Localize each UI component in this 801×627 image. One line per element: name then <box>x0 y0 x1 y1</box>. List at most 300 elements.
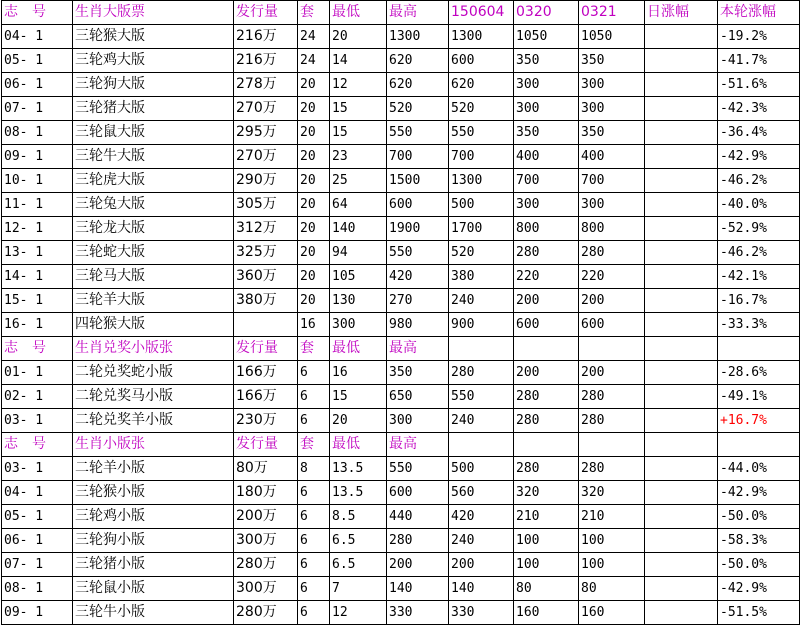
cell-low-price: 15 <box>330 97 387 121</box>
cell-price-0320: 350 <box>514 121 579 145</box>
cell-set-count: 20 <box>298 193 330 217</box>
cell-price-150604: 240 <box>449 409 514 433</box>
cell-price-0320: 200 <box>514 361 579 385</box>
cell-stamp-name: 三轮鼠小版 <box>73 577 234 601</box>
cell-issue-number: 11- 1 <box>2 193 73 217</box>
cell-price-150604: 520 <box>449 97 514 121</box>
cell-low-price: 15 <box>330 385 387 409</box>
cell-set-count: 24 <box>298 25 330 49</box>
cell-low-price: 6.5 <box>330 553 387 577</box>
header-high-price: 最高 <box>387 1 449 25</box>
header-issue-number: 志 号 <box>2 433 73 457</box>
cell-circulation: 166万 <box>234 385 298 409</box>
cell-circulation: 270万 <box>234 145 298 169</box>
cell-circulation: 312万 <box>234 217 298 241</box>
cell-low-price: 16 <box>330 361 387 385</box>
cell-price-0321: 80 <box>579 577 645 601</box>
cell-price-0320: 700 <box>514 169 579 193</box>
cell-stamp-name: 三轮虎大版 <box>73 169 234 193</box>
cell-set-count: 8 <box>298 457 330 481</box>
cell-issue-number: 10- 1 <box>2 169 73 193</box>
cell-price-0321: 320 <box>579 481 645 505</box>
cell-round-change: -51.5% <box>718 601 800 625</box>
cell-circulation: 280万 <box>234 601 298 625</box>
header-price-150604 <box>449 433 514 457</box>
table-row <box>2 145 800 169</box>
cell-daily-change <box>645 553 718 577</box>
cell-high-price: 270 <box>387 289 449 313</box>
cell-daily-change <box>645 361 718 385</box>
cell-circulation: 280万 <box>234 553 298 577</box>
cell-high-price: 700 <box>387 145 449 169</box>
header-high-price: 最高 <box>387 433 449 457</box>
cell-round-change: -36.4% <box>718 121 800 145</box>
cell-set-count: 6 <box>298 601 330 625</box>
cell-price-0320: 220 <box>514 265 579 289</box>
cell-round-change: -16.7% <box>718 289 800 313</box>
section-header-row <box>2 1 800 25</box>
cell-issue-number: 03- 1 <box>2 409 73 433</box>
cell-price-0321: 300 <box>579 97 645 121</box>
section-header-row <box>2 433 800 457</box>
table-row <box>2 457 800 481</box>
header-stamp-name: 生肖兑奖小版张 <box>73 337 234 361</box>
cell-round-change: +16.7% <box>718 409 800 433</box>
cell-high-price: 1300 <box>387 25 449 49</box>
cell-issue-number: 09- 1 <box>2 145 73 169</box>
header-price-0320 <box>514 337 579 361</box>
cell-circulation: 180万 <box>234 481 298 505</box>
cell-daily-change <box>645 409 718 433</box>
header-daily-change: 日涨幅 <box>645 1 718 25</box>
table-row <box>2 73 800 97</box>
cell-price-0320: 350 <box>514 49 579 73</box>
header-round-change <box>718 337 800 361</box>
cell-set-count: 24 <box>298 49 330 73</box>
cell-price-150604: 240 <box>449 289 514 313</box>
cell-issue-number: 08- 1 <box>2 577 73 601</box>
cell-price-0320: 280 <box>514 457 579 481</box>
cell-low-price: 13.5 <box>330 457 387 481</box>
cell-stamp-name: 二轮兑奖羊小版 <box>73 409 234 433</box>
cell-price-0320: 400 <box>514 145 579 169</box>
cell-set-count: 6 <box>298 505 330 529</box>
cell-price-150604: 200 <box>449 553 514 577</box>
cell-price-0320: 280 <box>514 409 579 433</box>
cell-issue-number: 02- 1 <box>2 385 73 409</box>
table-row <box>2 313 800 337</box>
cell-issue-number: 15- 1 <box>2 289 73 313</box>
cell-price-0320: 280 <box>514 385 579 409</box>
header-price-0321 <box>579 433 645 457</box>
cell-daily-change <box>645 529 718 553</box>
cell-price-0320: 100 <box>514 529 579 553</box>
cell-low-price: 20 <box>330 409 387 433</box>
cell-low-price: 12 <box>330 601 387 625</box>
cell-daily-change <box>645 481 718 505</box>
cell-low-price: 140 <box>330 217 387 241</box>
cell-price-0321: 100 <box>579 553 645 577</box>
header-stamp-name: 生肖小版张 <box>73 433 234 457</box>
cell-stamp-name: 三轮马大版 <box>73 265 234 289</box>
cell-low-price: 6.5 <box>330 529 387 553</box>
cell-circulation: 295万 <box>234 121 298 145</box>
cell-issue-number: 01- 1 <box>2 361 73 385</box>
cell-stamp-name: 三轮鸡小版 <box>73 505 234 529</box>
table-row <box>2 385 800 409</box>
cell-daily-change <box>645 25 718 49</box>
table-row <box>2 97 800 121</box>
cell-daily-change <box>645 289 718 313</box>
cell-high-price: 440 <box>387 505 449 529</box>
cell-round-change: -42.1% <box>718 265 800 289</box>
cell-round-change: -46.2% <box>718 169 800 193</box>
cell-set-count: 20 <box>298 241 330 265</box>
cell-price-150604: 550 <box>449 121 514 145</box>
cell-price-0321: 200 <box>579 361 645 385</box>
cell-circulation: 216万 <box>234 25 298 49</box>
cell-circulation: 290万 <box>234 169 298 193</box>
cell-low-price: 64 <box>330 193 387 217</box>
cell-circulation: 380万 <box>234 289 298 313</box>
cell-price-0321: 300 <box>579 73 645 97</box>
cell-price-0321: 100 <box>579 529 645 553</box>
table-row <box>2 601 800 625</box>
cell-price-0321: 350 <box>579 49 645 73</box>
header-daily-change <box>645 337 718 361</box>
table-row <box>2 409 800 433</box>
table-row <box>2 553 800 577</box>
cell-stamp-name: 三轮狗小版 <box>73 529 234 553</box>
cell-low-price: 25 <box>330 169 387 193</box>
cell-daily-change <box>645 145 718 169</box>
cell-issue-number: 16- 1 <box>2 313 73 337</box>
cell-stamp-name: 三轮猴大版 <box>73 25 234 49</box>
cell-price-0321: 280 <box>579 385 645 409</box>
cell-price-0321: 700 <box>579 169 645 193</box>
cell-circulation: 200万 <box>234 505 298 529</box>
cell-issue-number: 07- 1 <box>2 553 73 577</box>
cell-issue-number: 05- 1 <box>2 49 73 73</box>
cell-high-price: 1500 <box>387 169 449 193</box>
cell-stamp-name: 二轮兑奖马小版 <box>73 385 234 409</box>
cell-price-150604: 1300 <box>449 25 514 49</box>
cell-price-150604: 330 <box>449 601 514 625</box>
header-low-price: 最低 <box>330 433 387 457</box>
cell-high-price: 550 <box>387 457 449 481</box>
cell-low-price: 8.5 <box>330 505 387 529</box>
cell-set-count: 20 <box>298 265 330 289</box>
cell-price-0321: 280 <box>579 409 645 433</box>
cell-circulation: 270万 <box>234 97 298 121</box>
cell-round-change: -52.9% <box>718 217 800 241</box>
header-low-price: 最低 <box>330 1 387 25</box>
cell-high-price: 620 <box>387 73 449 97</box>
cell-round-change: -50.0% <box>718 505 800 529</box>
cell-low-price: 7 <box>330 577 387 601</box>
cell-low-price: 94 <box>330 241 387 265</box>
cell-round-change: -19.2% <box>718 25 800 49</box>
cell-set-count: 20 <box>298 73 330 97</box>
cell-price-0320: 300 <box>514 73 579 97</box>
cell-circulation: 305万 <box>234 193 298 217</box>
cell-high-price: 1900 <box>387 217 449 241</box>
cell-price-150604: 550 <box>449 385 514 409</box>
cell-round-change: -42.9% <box>718 481 800 505</box>
cell-circulation: 325万 <box>234 241 298 265</box>
cell-set-count: 6 <box>298 409 330 433</box>
header-daily-change <box>645 433 718 457</box>
cell-stamp-name: 三轮牛小版 <box>73 601 234 625</box>
cell-low-price: 13.5 <box>330 481 387 505</box>
cell-daily-change <box>645 457 718 481</box>
table-row <box>2 217 800 241</box>
header-price-150604: 150604 <box>449 1 514 25</box>
header-circulation: 发行量 <box>234 1 298 25</box>
stamp-price-table <box>1 0 800 625</box>
cell-daily-change <box>645 313 718 337</box>
cell-set-count: 6 <box>298 481 330 505</box>
cell-daily-change <box>645 241 718 265</box>
cell-daily-change <box>645 97 718 121</box>
cell-price-0321: 210 <box>579 505 645 529</box>
cell-stamp-name: 三轮兔大版 <box>73 193 234 217</box>
cell-high-price: 330 <box>387 601 449 625</box>
cell-price-0321: 300 <box>579 193 645 217</box>
cell-price-0320: 320 <box>514 481 579 505</box>
cell-round-change: -40.0% <box>718 193 800 217</box>
cell-price-0321: 800 <box>579 217 645 241</box>
cell-high-price: 200 <box>387 553 449 577</box>
cell-price-0320: 600 <box>514 313 579 337</box>
cell-price-0320: 300 <box>514 97 579 121</box>
cell-daily-change <box>645 505 718 529</box>
header-set-count: 套 <box>298 433 330 457</box>
cell-low-price: 130 <box>330 289 387 313</box>
cell-low-price: 23 <box>330 145 387 169</box>
cell-price-0320: 100 <box>514 553 579 577</box>
cell-round-change: -46.2% <box>718 241 800 265</box>
cell-high-price: 300 <box>387 409 449 433</box>
header-price-0320 <box>514 433 579 457</box>
cell-set-count: 6 <box>298 361 330 385</box>
cell-daily-change <box>645 577 718 601</box>
cell-set-count: 20 <box>298 217 330 241</box>
cell-high-price: 600 <box>387 481 449 505</box>
section-header-row <box>2 337 800 361</box>
table-row <box>2 289 800 313</box>
cell-round-change: -42.3% <box>718 97 800 121</box>
cell-stamp-name: 三轮龙大版 <box>73 217 234 241</box>
cell-high-price: 980 <box>387 313 449 337</box>
cell-high-price: 350 <box>387 361 449 385</box>
cell-circulation: 360万 <box>234 265 298 289</box>
cell-price-0320: 210 <box>514 505 579 529</box>
cell-set-count: 20 <box>298 145 330 169</box>
cell-price-150604: 560 <box>449 481 514 505</box>
header-issue-number: 志 号 <box>2 1 73 25</box>
cell-high-price: 140 <box>387 577 449 601</box>
cell-set-count: 6 <box>298 385 330 409</box>
cell-price-0320: 1050 <box>514 25 579 49</box>
cell-stamp-name: 三轮羊大版 <box>73 289 234 313</box>
cell-price-0321: 400 <box>579 145 645 169</box>
cell-circulation <box>234 313 298 337</box>
header-stamp-name: 生肖大版票 <box>73 1 234 25</box>
cell-issue-number: 14- 1 <box>2 265 73 289</box>
cell-price-0320: 160 <box>514 601 579 625</box>
cell-daily-change <box>645 73 718 97</box>
header-price-150604 <box>449 337 514 361</box>
cell-price-150604: 280 <box>449 361 514 385</box>
cell-price-0320: 280 <box>514 241 579 265</box>
cell-price-0320: 200 <box>514 289 579 313</box>
cell-set-count: 16 <box>298 313 330 337</box>
cell-price-150604: 620 <box>449 73 514 97</box>
cell-set-count: 20 <box>298 97 330 121</box>
cell-price-0321: 350 <box>579 121 645 145</box>
cell-set-count: 20 <box>298 169 330 193</box>
cell-price-150604: 520 <box>449 241 514 265</box>
cell-set-count: 20 <box>298 121 330 145</box>
header-round-change: 本轮涨幅 <box>718 1 800 25</box>
cell-low-price: 20 <box>330 25 387 49</box>
cell-circulation: 278万 <box>234 73 298 97</box>
cell-price-0321: 280 <box>579 457 645 481</box>
header-low-price: 最低 <box>330 337 387 361</box>
cell-price-150604: 240 <box>449 529 514 553</box>
cell-price-150604: 900 <box>449 313 514 337</box>
table-row <box>2 25 800 49</box>
cell-price-150604: 700 <box>449 145 514 169</box>
table-row <box>2 505 800 529</box>
cell-circulation: 300万 <box>234 529 298 553</box>
header-circulation: 发行量 <box>234 433 298 457</box>
header-price-0320: 0320 <box>514 1 579 25</box>
cell-price-0321: 160 <box>579 601 645 625</box>
header-issue-number: 志 号 <box>2 337 73 361</box>
cell-stamp-name: 四轮猴大版 <box>73 313 234 337</box>
cell-high-price: 280 <box>387 529 449 553</box>
cell-price-150604: 420 <box>449 505 514 529</box>
cell-stamp-name: 三轮猪大版 <box>73 97 234 121</box>
cell-daily-change <box>645 193 718 217</box>
cell-circulation: 166万 <box>234 361 298 385</box>
cell-price-0321: 220 <box>579 265 645 289</box>
table-row <box>2 529 800 553</box>
cell-price-0320: 80 <box>514 577 579 601</box>
cell-circulation: 80万 <box>234 457 298 481</box>
cell-round-change: -58.3% <box>718 529 800 553</box>
cell-round-change: -28.6% <box>718 361 800 385</box>
cell-round-change: -42.9% <box>718 145 800 169</box>
cell-stamp-name: 三轮猪小版 <box>73 553 234 577</box>
cell-daily-change <box>645 49 718 73</box>
header-round-change <box>718 433 800 457</box>
header-set-count: 套 <box>298 1 330 25</box>
cell-issue-number: 08- 1 <box>2 121 73 145</box>
cell-low-price: 14 <box>330 49 387 73</box>
cell-daily-change <box>645 169 718 193</box>
cell-daily-change <box>645 265 718 289</box>
cell-stamp-name: 三轮牛大版 <box>73 145 234 169</box>
cell-daily-change <box>645 601 718 625</box>
table-row <box>2 169 800 193</box>
table-row <box>2 121 800 145</box>
cell-low-price: 15 <box>330 121 387 145</box>
table-row <box>2 361 800 385</box>
cell-price-0321: 200 <box>579 289 645 313</box>
cell-circulation: 230万 <box>234 409 298 433</box>
table-row <box>2 265 800 289</box>
cell-price-0320: 800 <box>514 217 579 241</box>
cell-price-150604: 1700 <box>449 217 514 241</box>
cell-high-price: 550 <box>387 241 449 265</box>
header-price-0321 <box>579 337 645 361</box>
cell-daily-change <box>645 121 718 145</box>
cell-price-0321: 1050 <box>579 25 645 49</box>
cell-daily-change <box>645 385 718 409</box>
cell-high-price: 550 <box>387 121 449 145</box>
cell-price-0321: 600 <box>579 313 645 337</box>
header-high-price: 最高 <box>387 337 449 361</box>
cell-issue-number: 12- 1 <box>2 217 73 241</box>
cell-high-price: 520 <box>387 97 449 121</box>
cell-price-0320: 300 <box>514 193 579 217</box>
cell-issue-number: 03- 1 <box>2 457 73 481</box>
cell-issue-number: 13- 1 <box>2 241 73 265</box>
cell-price-150604: 380 <box>449 265 514 289</box>
cell-price-0321: 280 <box>579 241 645 265</box>
cell-set-count: 6 <box>298 529 330 553</box>
cell-price-150604: 600 <box>449 49 514 73</box>
cell-circulation: 216万 <box>234 49 298 73</box>
cell-stamp-name: 三轮鸡大版 <box>73 49 234 73</box>
table-row <box>2 481 800 505</box>
cell-round-change: -33.3% <box>718 313 800 337</box>
cell-issue-number: 04- 1 <box>2 481 73 505</box>
cell-daily-change <box>645 217 718 241</box>
cell-round-change: -44.0% <box>718 457 800 481</box>
header-set-count: 套 <box>298 337 330 361</box>
cell-stamp-name: 三轮鼠大版 <box>73 121 234 145</box>
cell-round-change: -49.1% <box>718 385 800 409</box>
cell-set-count: 6 <box>298 577 330 601</box>
cell-low-price: 12 <box>330 73 387 97</box>
cell-low-price: 300 <box>330 313 387 337</box>
cell-high-price: 420 <box>387 265 449 289</box>
cell-stamp-name: 三轮蛇大版 <box>73 241 234 265</box>
cell-stamp-name: 三轮狗大版 <box>73 73 234 97</box>
cell-price-150604: 500 <box>449 457 514 481</box>
cell-round-change: -42.9% <box>718 577 800 601</box>
header-price-0321: 0321 <box>579 1 645 25</box>
cell-issue-number: 06- 1 <box>2 529 73 553</box>
cell-stamp-name: 二轮羊小版 <box>73 457 234 481</box>
cell-set-count: 20 <box>298 289 330 313</box>
header-circulation: 发行量 <box>234 337 298 361</box>
cell-issue-number: 09- 1 <box>2 601 73 625</box>
cell-stamp-name: 二轮兑奖蛇小版 <box>73 361 234 385</box>
cell-price-150604: 500 <box>449 193 514 217</box>
cell-stamp-name: 三轮猴小版 <box>73 481 234 505</box>
cell-round-change: -50.0% <box>718 553 800 577</box>
cell-issue-number: 07- 1 <box>2 97 73 121</box>
table-body <box>2 1 800 625</box>
cell-high-price: 650 <box>387 385 449 409</box>
cell-round-change: -51.6% <box>718 73 800 97</box>
table-row <box>2 577 800 601</box>
